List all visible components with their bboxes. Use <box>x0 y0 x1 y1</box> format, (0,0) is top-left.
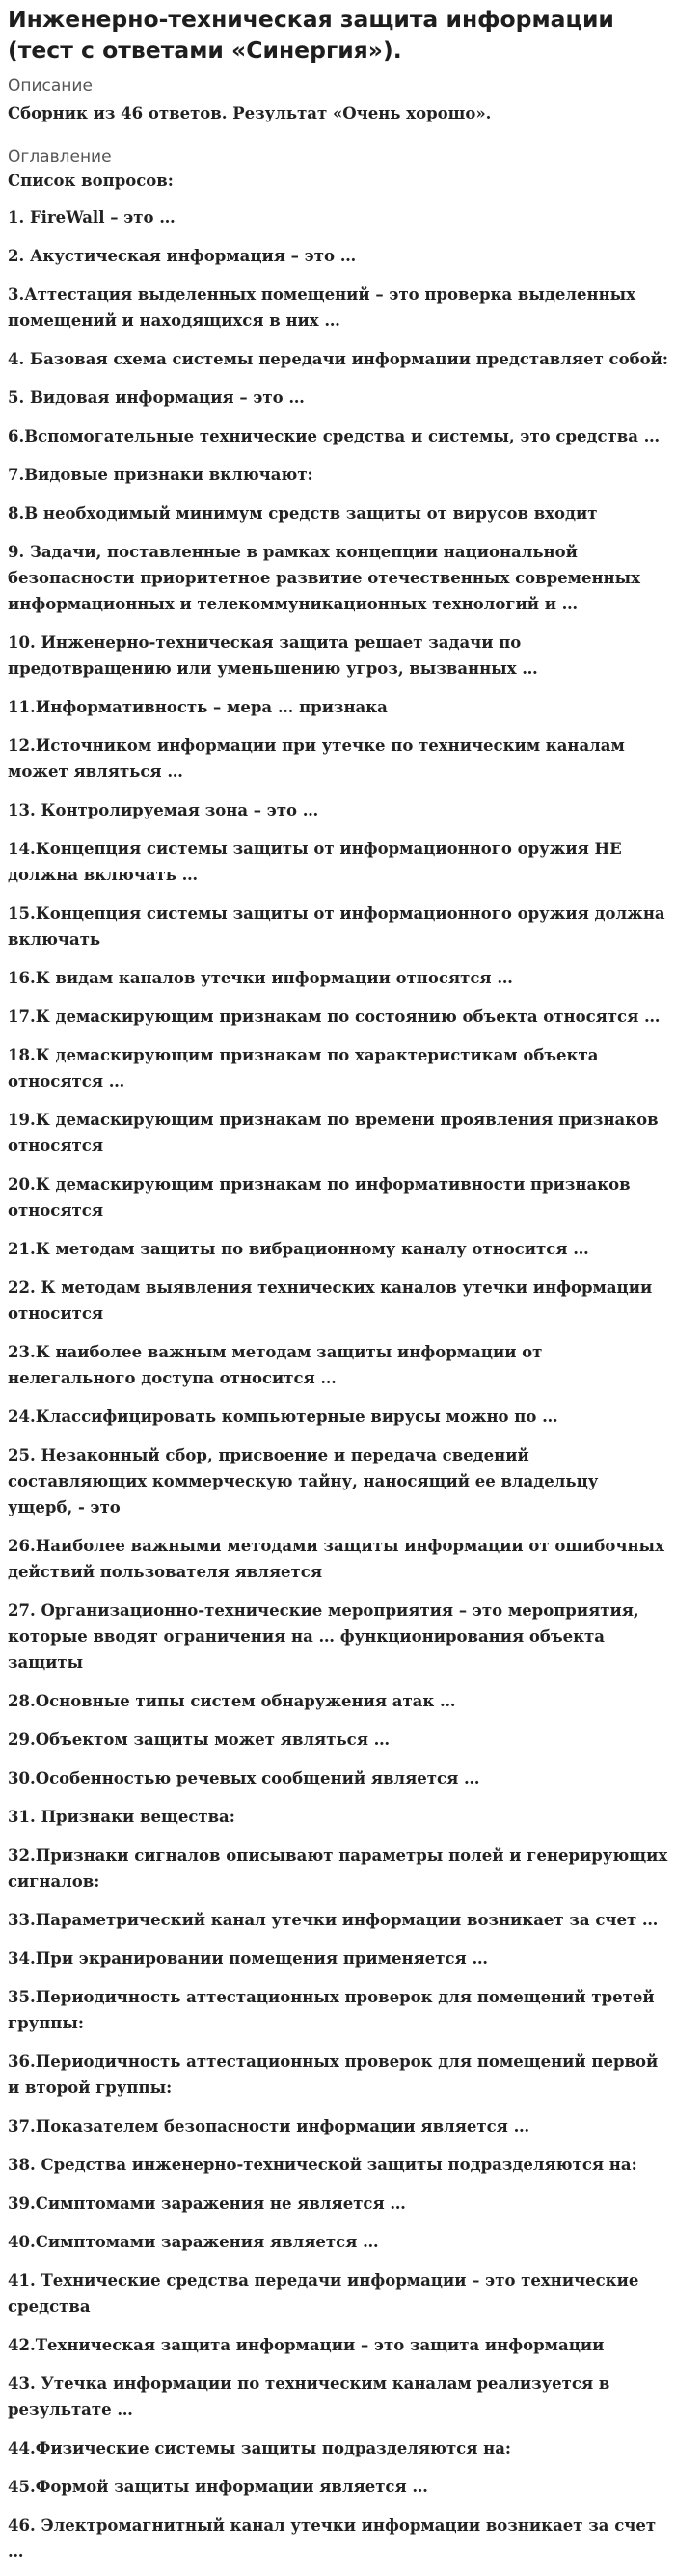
question-item: 17.К демаскирующим признакам по состоянию объекта относятся … <box>8 1007 661 1026</box>
question-item: 41. Технические средства передачи информации – это технические средства <box>8 2271 639 2316</box>
question-item: 37.Показателем безопасности информации является … <box>8 2117 530 2135</box>
question-item: 29.Объектом защиты может являться … <box>8 1731 391 1749</box>
question-item: 8.В необходимый минимум средств защиты от вирусов входит <box>8 504 598 523</box>
question-item: 45.Формой защиты информации является … <box>8 2478 428 2496</box>
question-item: 4. Базовая схема системы передачи информации представляет собой: <box>8 350 668 368</box>
question-item: 42.Техническая защита информации – это защита информации <box>8 2336 605 2354</box>
question-item: 14.Концепция системы защиты от информационного оружия НЕ должна включать … <box>8 840 622 884</box>
question-item: 15.Концепция системы защиты от информационного оружия должна включать <box>8 904 665 949</box>
description-label: Описание <box>8 76 93 95</box>
question-item: 10. Инженерно-техническая защита решает задачи по предотвращению или уменьшению угроз, вызванных … <box>8 633 538 678</box>
question-item: 16.К видам каналов утечки информации относятся … <box>8 969 513 987</box>
question-list <box>8 204 668 2564</box>
questions-heading: Список вопросов: <box>8 172 174 190</box>
toc-label: Оглавление <box>8 148 112 167</box>
question-item: 22. К методам выявления технических каналов утечки информации относится <box>8 1278 653 1323</box>
question-item: 12.Источником информации при утечке по техническим каналам может являться … <box>8 737 625 781</box>
question-item: 44.Физические системы защиты подразделяются на: <box>8 2439 512 2457</box>
question-item: 25. Незаконный сбор, присвоение и передача сведений составляющих коммерческую тайну, наносящий ее владельцу ущерб, - это <box>8 1446 599 1516</box>
question-item: 13. Контролируемая зона – это … <box>8 801 319 819</box>
question-item: 20.К демаскирующим признакам по информативности признаков относятся <box>8 1175 631 1220</box>
question-item: 9. Задачи, поставленные в рамках концепции национальной безопасности приоритетное развитие отечественных современных информационных и телекоммуникационных технологий и … <box>8 543 640 613</box>
question-item: 28.Основные типы систем обнаружения атак … <box>8 1692 456 1710</box>
question-item: 5. Видовая информация – это … <box>8 389 305 407</box>
question-item: 6.Вспомогательные технические средства и системы, это средства … <box>8 427 661 445</box>
question-item: 19.К демаскирующим признакам по времени проявления признаков относятся <box>8 1111 659 1155</box>
question-item: 3.Аттестация выделенных помещений – это проверка выделенных помещений и находящихся в них … <box>8 285 636 330</box>
question-item: 26.Наиболее важными методами защиты информации от ошибочных действий пользователя является <box>8 1537 664 1581</box>
question-item: 46. Электромагнитный канал утечки информации возникает за счет … <box>8 2516 657 2561</box>
question-item: 33.Параметрический канал утечки информации возникает за счет … <box>8 1911 659 1929</box>
question-item: 23.К наиболее важным методам защиты информации от нелегального доступа относится … <box>8 1343 543 1387</box>
question-item: 34.При экранировании помещения применяется … <box>8 1949 488 1968</box>
question-item: 18.К демаскирующим признакам по характеристикам объекта относятся … <box>8 1046 599 1090</box>
question-item: 36.Периодичность аттестационных проверок для помещений первой и второй группы: <box>8 2053 659 2097</box>
question-item: 21.К методам защиты по вибрационному каналу относится … <box>8 1240 589 1258</box>
question-item: 27. Организационно-технические мероприятия – это мероприятия, которые вводят ограничения на … функционирования объекта защиты <box>8 1601 639 1672</box>
question-item: 11.Информативность – мера … признака <box>8 698 388 716</box>
question-item: 30.Особенностью речевых сообщений является … <box>8 1769 480 1787</box>
question-item: 24.Классифицировать компьютерные вирусы можно по … <box>8 1408 558 1426</box>
question-item: 2. Акустическая информация – это … <box>8 247 357 265</box>
question-item: 35.Периодичность аттестационных проверок для помещений третей группы: <box>8 1988 655 2032</box>
page-title: Инженерно-техническая защита информации (тест с ответами «Синергия»). <box>8 6 614 64</box>
question-item: 32.Признаки сигналов описывают параметры полей и генерирующих сигналов: <box>8 1846 668 1891</box>
description-text: Сборник из 46 ответов. Результат «Очень хорошо». <box>8 104 492 122</box>
question-item: 43. Утечка информации по техническим каналам реализуется в результате … <box>8 2375 610 2419</box>
question-item: 7.Видовые признаки включают: <box>8 466 313 484</box>
question-item: 39.Симптомами заражения не является … <box>8 2194 406 2213</box>
question-item: 40.Симптомами заражения является … <box>8 2233 379 2251</box>
question-item: 1. FireWall – это … <box>8 208 176 227</box>
question-item: 38. Средства инженерно-технической защиты подразделяются на: <box>8 2156 637 2174</box>
question-item: 31. Признаки вещества: <box>8 1808 235 1826</box>
